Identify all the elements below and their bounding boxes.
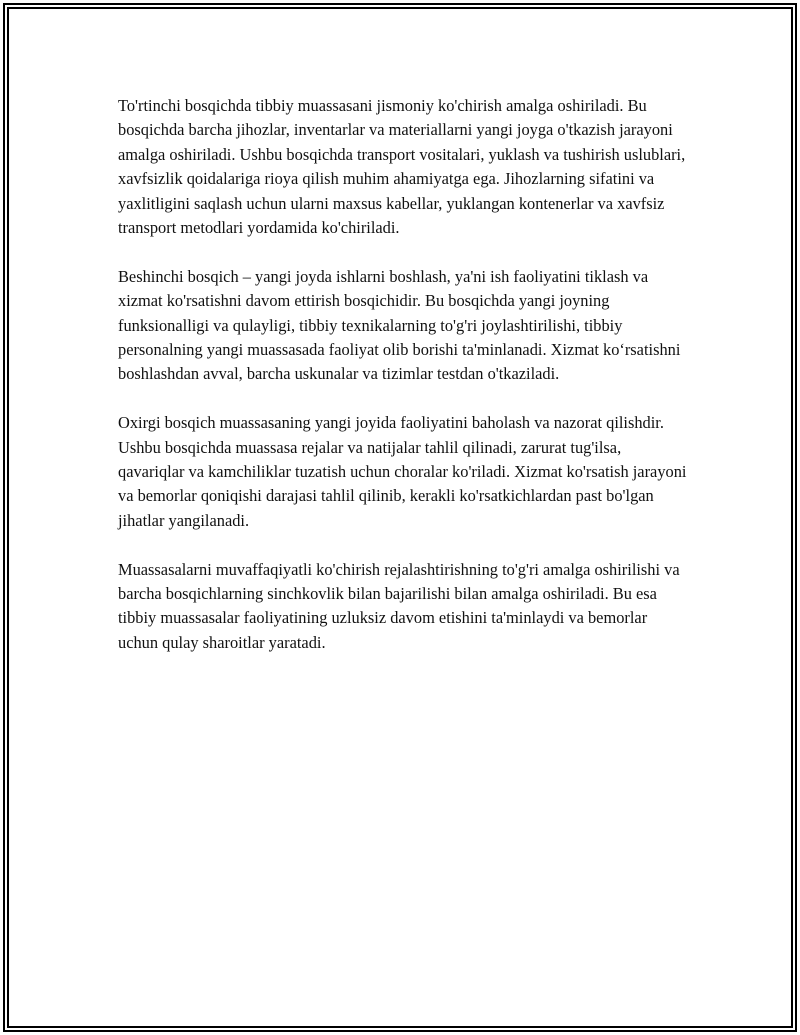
paragraph-stage-five: Beshinchi bosqich – yangi joyda ishlarni boshlash, ya'ni ish faoliyatini tiklash va xizmat ko'rsatishni davom ettirish bosqichidir. Bu bosqichda yangi joyning funksionalligi va qulayligi, tibbiy texnikalarning to'g'ri joylashtirilishi, tibbiy personalning yangi muassasada faoliyat olib borishi ta'minlanadi. Xizmat ko‘rsatishni boshlashdan avval, barcha uskunalar va tizimlar testdan o'tkaziladi.	[118, 266, 681, 384]
paragraph-conclusion: Muassasalarni muvaffaqiyatli ko'chirish rejalashtirishning to'g'ri amalga oshirilishi va barcha bosqichlarning sinchkovlik bilan bajarilishi bilan amalga oshiriladi. Bu esa tibbiy muassasalar faoliyatining uzluksiz davom etishini ta'minlaydi va bemorlar uchun qulay sharoitlar yaratadi.	[118, 559, 680, 652]
paragraph-stage-four: To'rtinchi bosqichda tibbiy muassasani jismoniy ko'chirish amalga oshiriladi. Bu bosqichda barcha jihozlar, inventarlar va materiallarni yangi joyga o'tkazish jarayoni amalga oshiriladi. Ushbu bosqichda transport vositalari, yuklash va tushirish uslublari, xavfsizlik qoidalariga rioya qilish muhim ahamiyatga ega. Jihozlarning sifatini va yaxlitligini saqlash uchun ularni maxsus kabellar, yuklangan kontenerlar va xavfsiz transport metodlari yordamida ko'chiriladi.	[118, 96, 686, 238]
paragraph-final-stage: Oxirgi bosqich muassasaning yangi joyida faoliyatini baholash va nazorat qilishdir. Ushbu bosqichda muassasa rejalar va natijalar tahlil qilinadi, zarurat tug'ilsa, qavariqlar va kamchiliklar tuzatish uchun choralar ko'riladi. Xizmat ko'rsatish jarayoni va bemorlar qoniqishi darajasi tahlil qilinib, kerakli ko'rsatkichlardan past bo'lgan jihatlar yangilanadi.	[118, 413, 687, 530]
document-body	[118, 94, 688, 680]
